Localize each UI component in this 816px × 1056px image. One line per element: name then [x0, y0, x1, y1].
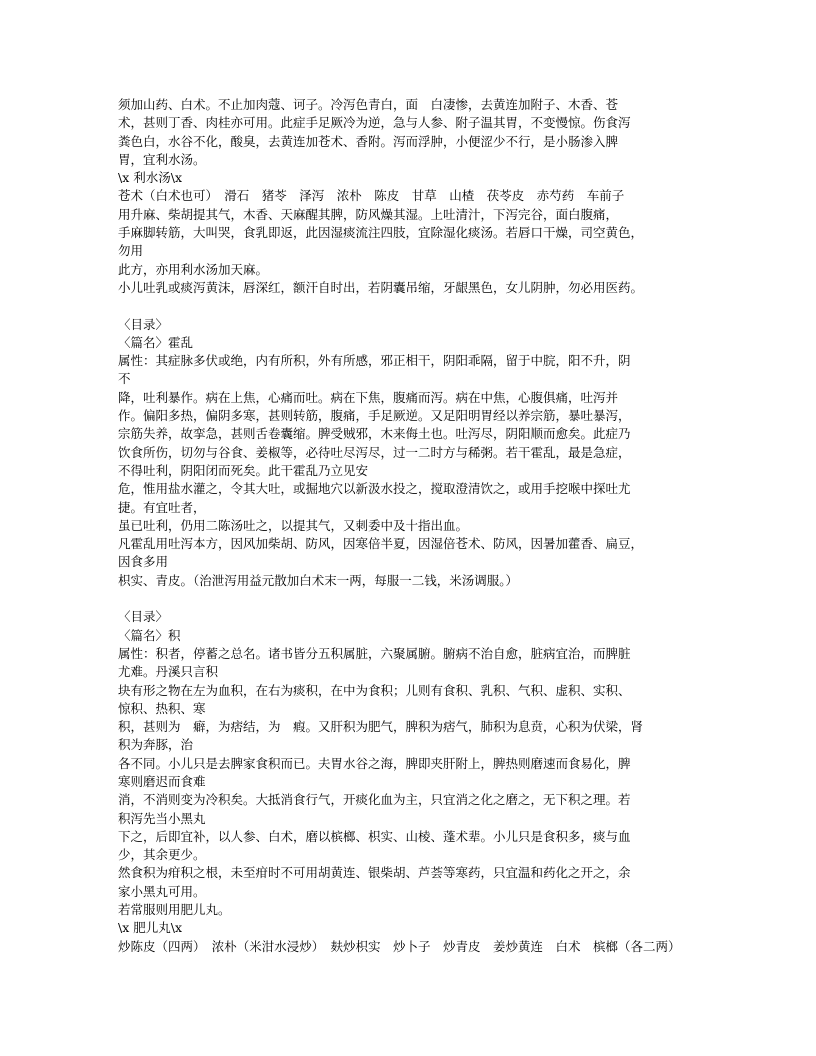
text-line: 不得吐利，阴阳闭而死矣。此干霍乱乃立见安 [118, 462, 369, 478]
text-line: 属性：其症脉多伏或绝，内有所积，外有所感，邪正相干，阴阳乖隔，留于中脘，阳不升，阴 [118, 353, 631, 369]
text-line: 作。偏阳多热，偏阴多寒，甚则转筋，腹痛，手足厥逆。又足阳明胃经以养宗筋，暴吐暴泻， [118, 408, 631, 424]
section-huoluan [118, 316, 698, 590]
section-ji [118, 608, 698, 956]
section-lishui [118, 96, 698, 297]
chapter-title: 〈篇名〉霍乱 [118, 334, 194, 350]
text-line: 须加山药、白术。不止加肉蔻、诃子。冷泻色青白，面 白凄惨，去黄连加附子、木香、苍 [118, 97, 619, 112]
text-line: 危，惟用盐水灌之，令其大吐，或掘地穴以新汲水投之，搅取澄清饮之，或用手挖喉中探吐尤 [118, 481, 631, 497]
ingredient-line: 苍术（白术也可） 滑石 猪苓 泽泻 浓朴 陈皮 甘草 山楂 茯苓皮 赤芍药 车前子 [118, 188, 625, 204]
text-line: 属性：积者，停蓄之总名。诸书皆分五积属脏，六聚属腑。腑病不治自愈，脏病宜治，而脾脏 [118, 645, 631, 661]
ingredient-line: 炒陈皮（四两） 浓朴（米泔水浸炒） 麸炒枳实 炒卜子 炒青皮 姜炒黄连 白术 槟榔（各二两） [118, 938, 681, 954]
text-line: 用升麻、柴胡提其气，木香、天麻醒其脾，防风燥其湿。上吐清汁，下泻完谷，面白腹痛， [118, 206, 619, 222]
recipe-title: \x 肥儿丸\x [118, 920, 182, 936]
section-spacer [118, 590, 698, 608]
document-page [118, 96, 698, 956]
text-line: 此方，亦用利水汤加天麻。 [118, 261, 269, 277]
text-line: 因食多用 [118, 554, 169, 570]
text-line: 饮食所伤，切勿与谷食、姜椒等，必待吐尽泻尽，过一二时方与稀粥。若干霍乱，最是急症， [118, 444, 631, 460]
table-of-contents-marker: 〈目录〉 [118, 609, 169, 625]
text-line: 积泻先当小黑丸 [118, 810, 206, 826]
text-line: 降，吐利暴作。病在上焦，心痛而吐。病在下焦，腹痛而泻。病在中焦，心腹俱痛，吐泻并 [118, 389, 619, 405]
text-line: 宗筋失养，故挛急，甚则舌卷囊缩。脾受贼邪，木来侮土也。吐泻尽，阴阳顺而愈矣。此症乃 [118, 426, 631, 442]
text-line: 积为奔豚，治 [118, 737, 194, 753]
text-line: 凡霍乱用吐泻本方，因风加柴胡、防风，因寒倍半夏，因湿倍苍术、防风，因暑加藿香、扁豆， [118, 536, 644, 552]
text-line: 尤难。丹溪只言积 [118, 664, 219, 680]
text-line: 枳实、青皮。（治泄泻用益元散加白术末一两，每服一二钱，米汤调服。） [118, 572, 519, 588]
text-line: 术，甚则丁香、肉桂亦可用。此症手足厥冷为逆，急与人参、附子温其胃，不变慢惊。伤食泻 [118, 115, 631, 131]
text-line: 惊积、热积、寒 [118, 700, 206, 716]
text-line: 勿用 [118, 243, 144, 259]
text-line: 然食积为疳积之根，未至疳时不可用胡黄连、银柴胡、芦荟等寒药，只宜温和药化之开之，余 [118, 865, 631, 881]
text-line: 小儿吐乳或痰泻黄沫，唇深红，额汗自时出，若阴囊吊缩，牙龈黑色，女儿阴肿，勿必用医药。 [118, 279, 644, 295]
chapter-title: 〈篇名〉积 [118, 627, 181, 643]
text-line: 粪色白，水谷不化，酸臭，去黄连加苍术、香附。泻而浮肿，小便涩少不行，是小肠渗入脾 [118, 133, 619, 149]
text-line: 不 [118, 371, 131, 387]
text-line: 若常服则用肥儿丸。 [118, 902, 231, 918]
text-line: 手麻脚转筋，大叫哭，食乳即返，此因湿痰流注四肢，宜除湿化痰汤。若唇口干燥，司空黄色， [118, 225, 644, 241]
text-line: 消，不消则变为冷积矣。大抵消食行气，开痰化血为主，只宜消之化之磨之，无下积之理。若 [118, 792, 631, 808]
text-line: 下之，后即宜补，以人参、白术，磨以槟榔、枳实、山棱、蓬术辈。小儿只是食积多，痰与血 [118, 828, 631, 844]
text-line: 少，其余更少。 [118, 847, 206, 863]
text-line: 虽已吐利，仍用二陈汤吐之，以提其气，又刺委中及十指出血。 [118, 517, 469, 533]
text-line: 家小黑丸可用。 [118, 883, 206, 899]
text-line: 块有形之物在左为血积，在右为痰积，在中为食积；儿则有食积、乳积、气积、虚积、实积、 [118, 682, 631, 698]
section-spacer [118, 297, 698, 315]
text-line: 积，甚则为 癖，为痞结，为 瘕。又肝积为肥气，脾积为痞气，肺积为息贲，心积为伏梁，肾 [118, 719, 644, 735]
text-line: 捷。有宜吐者， [118, 499, 206, 515]
text-line: 各不同。小儿只是去脾家食积而已。夫胃水谷之海，脾即夹肝附上，脾热则磨速而食易化，脾 [118, 755, 631, 771]
text-line: 胃，宜利水汤。 [118, 151, 206, 167]
recipe-title: \x 利水汤\x [118, 170, 182, 186]
text-line: 寒则磨迟而食难 [118, 773, 206, 789]
table-of-contents-marker: 〈目录〉 [118, 316, 169, 332]
